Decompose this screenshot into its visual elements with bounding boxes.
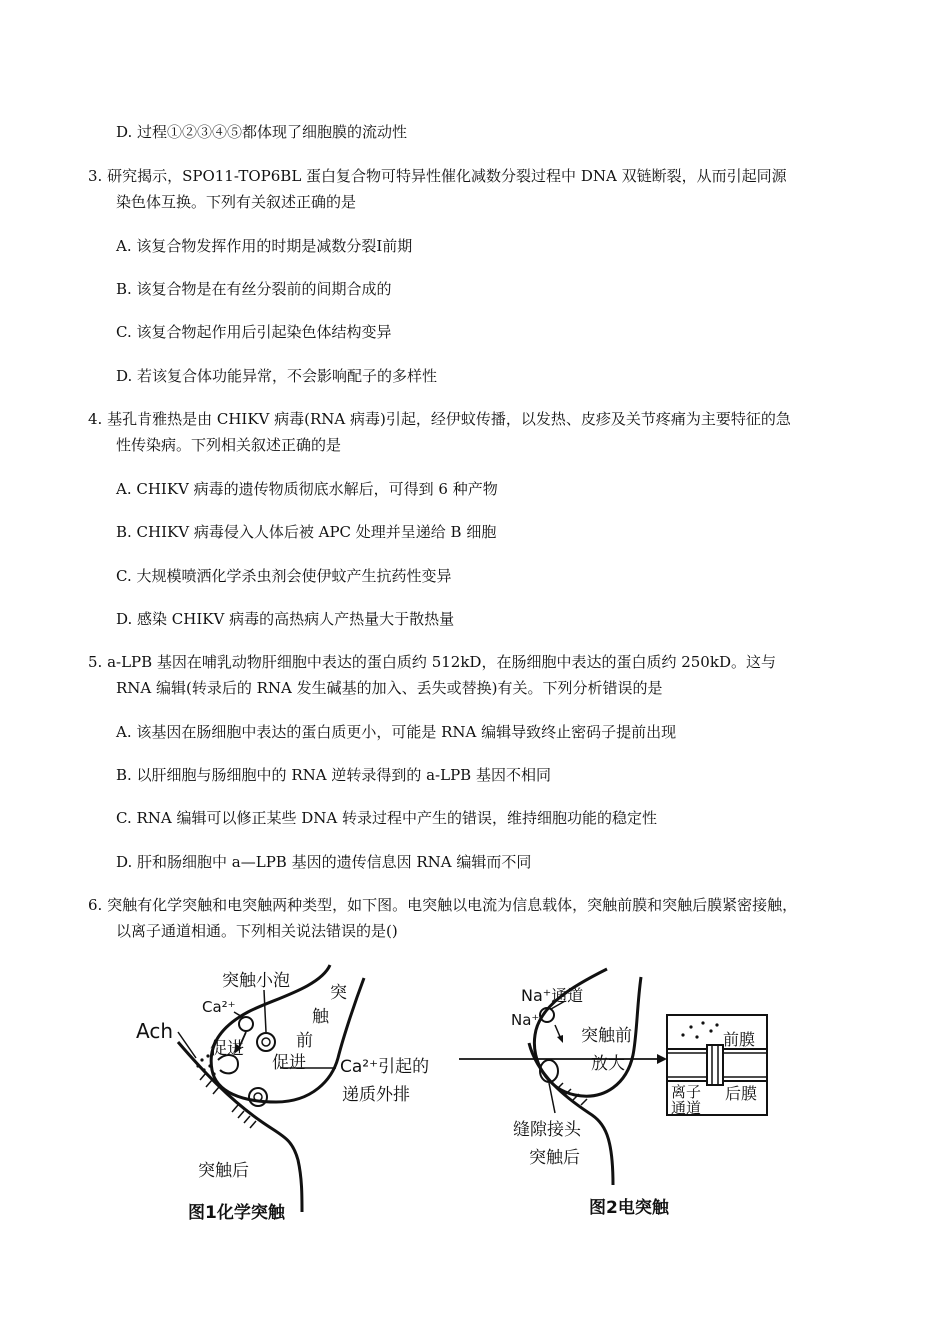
q6-stem-line1: 6. 突触有化学突触和电突触两种类型，如下图。电突触以电流为信息载体，突触前膜和突触后膜紧密接触，	[88, 896, 798, 914]
presynaptic-char-1: 突	[330, 983, 347, 1003]
q4-option-d: D. 感染 CHIKV 病毒的高热病人产热量大于散热量	[116, 610, 455, 628]
calcium-label: Ca²⁺	[202, 998, 236, 1016]
pre-membrane-label: 前膜	[723, 1030, 756, 1049]
postsynaptic-label: 突触后	[198, 1161, 249, 1181]
ion-channel-label-2: 通道	[671, 1099, 702, 1117]
q3-option-a: A. 该复合物发挥作用的时期是减数分裂Ⅰ前期	[116, 237, 413, 255]
electrical-synapse-figure	[455, 965, 780, 1225]
q5-stem-line1: 5. a-LPB 基因在哺乳动物肝细胞中表达的蛋白质约 512kD，在肠细胞中表达的蛋白质约 250kD。这与	[88, 653, 776, 671]
q4-stem-line2: 性传染病。下列相关叙述正确的是	[116, 436, 342, 454]
q5-option-d: D. 肝和肠细胞中 a—LPB 基因的遗传信息因 RNA 编辑而不同	[116, 853, 532, 871]
synaptic-vesicle-core	[262, 1038, 270, 1046]
ion-channel-label-1: 离子	[671, 1083, 702, 1101]
q4-option-b: B. CHIKV 病毒侵入人体后被 APC 处理并呈递给 B 细胞	[116, 523, 497, 541]
sodium-label: Na⁺	[511, 1011, 540, 1029]
q3-stem-line2: 染色体互换。下列有关叙述正确的是	[116, 193, 357, 211]
q6-stem-line2: 以离子通道相通。下列相关说法错误的是()	[116, 922, 398, 940]
vesicle-label: 突触小泡	[222, 971, 290, 991]
post-membrane-label: 后膜	[725, 1084, 758, 1103]
figure-1-caption: 图1化学突触	[188, 1203, 285, 1223]
channel-ticks	[551, 1077, 587, 1105]
q4-option-c: C. 大规模喷洒化学杀虫剂会使伊蚊产生抗药性变异	[116, 567, 452, 585]
figure-2-caption: 图2电突触	[589, 1198, 669, 1218]
sodium-channel-label: Na⁺通道	[521, 986, 584, 1005]
q5-option-b: B. 以肝细胞与肠细胞中的 RNA 逆转录得到的 a-LPB 基因不相同	[116, 766, 551, 784]
q5-option-c: C. RNA 编辑可以修正某些 DNA 转录过程中产生的错误，维持细胞功能的稳定性	[116, 809, 658, 827]
ach-label: Ach	[136, 1019, 174, 1043]
q4-option-a: A. CHIKV 病毒的遗传物质彻底水解后，可得到 6 种产物	[116, 480, 498, 498]
promote-label-2: 促进	[272, 1053, 306, 1073]
q3-option-c: C. 该复合物起作用后引起染色体结构变异	[116, 323, 392, 341]
calcium-channel	[239, 1017, 253, 1031]
release-label-1: Ca²⁺引起的	[340, 1057, 430, 1077]
postsynaptic-label: 突触后	[529, 1148, 580, 1168]
gap-junction-label: 缝隙接头	[513, 1120, 581, 1140]
q3-option-b: B. 该复合物是在有丝分裂前的间期合成的	[116, 280, 392, 298]
amplify-label: 放大	[591, 1054, 625, 1074]
chemical-synapse-figure	[130, 960, 460, 1230]
synaptic-vesicle	[257, 1033, 275, 1051]
presynaptic-char-3: 前	[296, 1031, 313, 1051]
presynaptic-char-2: 触	[312, 1007, 329, 1027]
presynaptic-label: 突触前	[581, 1026, 632, 1046]
ion-channel	[707, 1045, 723, 1085]
synaptic-vesicle	[249, 1088, 267, 1106]
q3-stem-line1: 3. 研究揭示，SPO11-TOP6BL 蛋白复合物可特异性催化减数分裂过程中 DNA 双链断裂，从而引起同源	[88, 167, 787, 185]
release-label-2: 递质外排	[342, 1085, 410, 1105]
q2-option-d: D. 过程①②③④⑤都体现了细胞膜的流动性	[116, 123, 408, 141]
promote-label-1: 促进	[210, 1039, 244, 1059]
q4-stem-line1: 4. 基孔肯雅热是由 CHIKV 病毒(RNA 病毒)引起，经伊蚊传播，以发热、皮疹及关节疼痛为主要特征的急	[88, 410, 791, 428]
ion-dots	[681, 1021, 718, 1038]
q3-option-d: D. 若该复合体功能异常，不会影响配子的多样性	[116, 367, 438, 385]
q5-option-a: A. 该基因在肠细胞中表达的蛋白质更小，可能是 RNA 编辑导致终止密码子提前出现	[116, 723, 677, 741]
q5-stem-line2: RNA 编辑(转录后的 RNA 发生碱基的加入、丢失或替换)有关。下列分析错误的是	[116, 679, 663, 697]
